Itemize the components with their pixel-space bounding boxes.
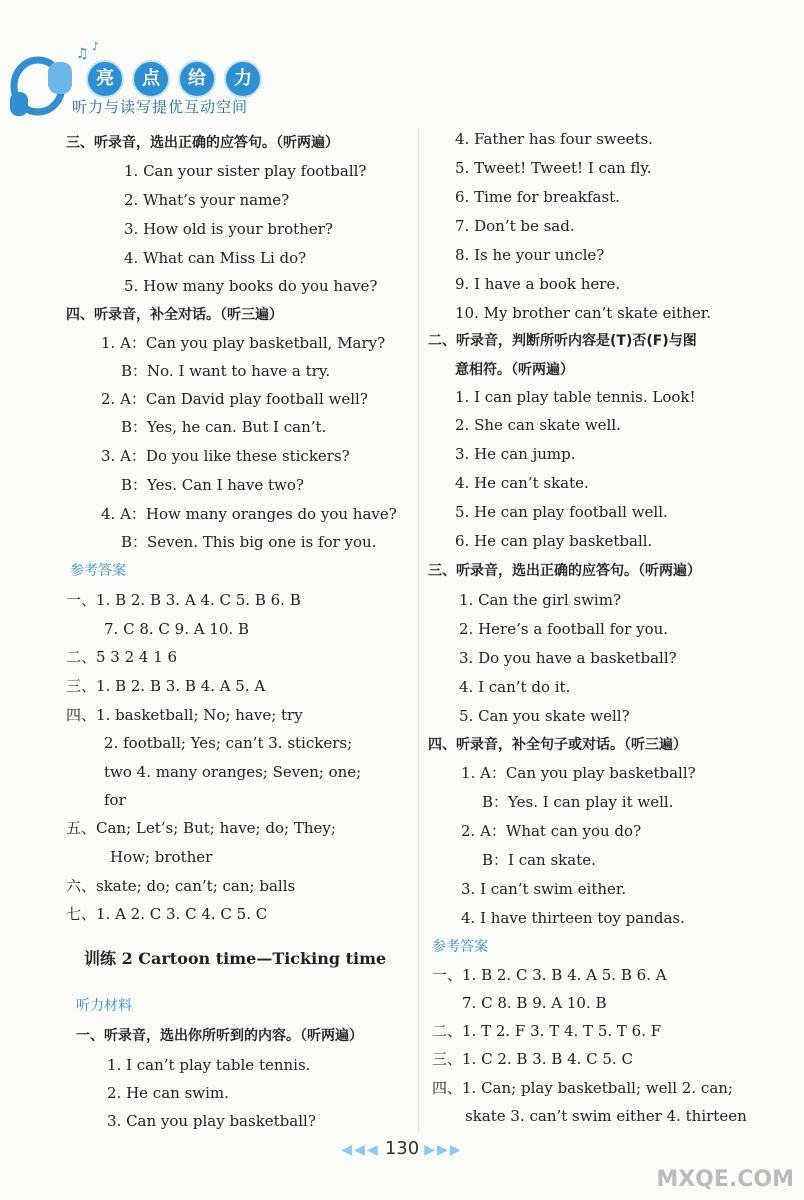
watermark: MXQE.COM <box>656 1167 794 1192</box>
text-line: 七、1. A 2. C 3. C 4. C 5. C <box>66 905 268 923</box>
text-line: 3. Can you play basketball? <box>107 1112 316 1130</box>
section-heading: 四、听录音，补全句子或对话。（听三遍） <box>428 737 687 753</box>
column-divider <box>418 128 419 1133</box>
section-heading: 三、听录音，选出正确的应答句。（听两遍） <box>428 563 701 579</box>
text-line: 5. He can play football well. <box>455 503 668 521</box>
text-line: 4. I have thirteen toy pandas. <box>461 909 685 927</box>
answer-heading: 参考答案 <box>70 563 126 579</box>
text-line: 2. What’s your name? <box>124 191 290 209</box>
right-arrows-icon: ▶▶▶ <box>424 1142 463 1158</box>
section-heading: 意相符。（听两遍） <box>455 362 574 378</box>
text-line: 7. C 8. C 9. A 10. B <box>104 620 249 638</box>
text-line: 6. He can play basketball. <box>455 532 653 550</box>
text-line: 4. He can’t skate. <box>455 474 589 492</box>
text-line: 5. Can you skate well? <box>459 707 630 725</box>
text-line: 3. How old is your brother? <box>124 220 333 238</box>
text-line: 3. He can jump. <box>455 445 576 463</box>
text-line: 二、1. T 2. F 3. T 4. T 5. T 6. F <box>432 1022 662 1040</box>
text-line: 2. She can skate well. <box>455 416 621 434</box>
text-line: 4. Father has four sweets. <box>455 130 653 148</box>
text-line: 1. I can play table tennis. Look! <box>455 388 696 406</box>
text-line: B：Seven. This big one is for you. <box>121 533 377 551</box>
left-arrows-icon: ◀◀◀ <box>341 1142 380 1158</box>
text-line: 9. I have a book here. <box>455 275 621 293</box>
brand-char: 给 <box>178 60 216 98</box>
header-subtitle: 听力与读写提优互动空间 <box>72 98 249 116</box>
text-line: 4. What can Miss Li do? <box>124 249 307 267</box>
text-line: 4. A：How many oranges do you have? <box>101 505 397 523</box>
text-line: 2. A：Can David play football well? <box>101 390 368 408</box>
text-line: for <box>104 791 126 809</box>
text-line: B：Yes. Can I have two? <box>121 476 304 494</box>
brand-char: 力 <box>224 60 262 98</box>
text-line: 1. A：Can you play basketball? <box>461 764 696 782</box>
text-line: 7. Don’t be sad. <box>455 217 575 235</box>
text-line: 五、Can; Let’s; But; have; do; They; <box>66 819 336 837</box>
section-heading: 三、听录音，选出正确的应答句。（听两遍） <box>66 135 339 151</box>
text-line: 1. I can’t play table tennis. <box>107 1056 311 1074</box>
text-line: B：Yes. I can play it well. <box>482 793 674 811</box>
text-line: 1. Can your sister play football? <box>124 162 367 180</box>
section-heading: 四、听录音，补全对话。（听三遍） <box>66 307 283 323</box>
lesson-title: 训练 2 Cartoon time—Ticking time <box>84 949 387 968</box>
text-line: 2. Here’s a football for you. <box>459 620 669 638</box>
text-line: 三、1. C 2. B 3. B 4. C 5. C <box>432 1050 633 1068</box>
text-line: 2. football; Yes; can’t 3. stickers; <box>104 734 353 752</box>
brand-char: 点 <box>132 60 170 98</box>
text-line: 5. Tweet! Tweet! I can fly. <box>455 159 652 177</box>
text-line: 1. A：Can you play basketball, Mary? <box>101 334 386 352</box>
brand-char: 亮 <box>86 60 124 98</box>
answer-heading: 参考答案 <box>432 939 488 955</box>
text-line: B：No. I want to have a try. <box>121 362 331 380</box>
text-line: 2. He can swim. <box>107 1084 229 1102</box>
page-number: 130 <box>384 1138 420 1159</box>
text-line: 5. How many books do you have? <box>124 277 378 295</box>
text-line: 7. C 8. B 9. A 10. B <box>462 994 607 1012</box>
section-heading: 二、听录音，判断所听内容是(T)否(F)与图 <box>428 333 697 349</box>
text-line: 三、1. B 2. B 3. B 4. A 5. A <box>66 677 266 695</box>
text-line: 1. Can the girl swim? <box>459 591 621 609</box>
text-line: 2. A：What can you do? <box>461 822 642 840</box>
text-line: 二、5 3 2 4 1 6 <box>66 648 178 666</box>
answer-heading: 听力材料 <box>76 998 132 1014</box>
text-line: 六、skate; do; can’t; can; balls <box>66 877 296 895</box>
text-line: 四、1. Can; play basketball; well 2. can; <box>432 1079 733 1097</box>
text-line: 10. My brother can’t skate either. <box>455 304 712 322</box>
text-line: 8. Is he your uncle? <box>455 246 605 264</box>
text-line: two 4. many oranges; Seven; one; <box>104 763 362 781</box>
text-line: How; brother <box>110 848 213 866</box>
brand-title <box>86 60 262 96</box>
text-line: 6. Time for breakfast. <box>455 188 620 206</box>
text-line: 一、1. B 2. B 3. A 4. C 5. B 6. B <box>66 591 301 609</box>
text-line: 4. I can’t do it. <box>459 678 571 696</box>
text-line: B：I can skate. <box>482 851 596 869</box>
text-line: skate 3. can’t swim either 4. thirteen <box>465 1107 747 1125</box>
page-footer <box>0 1138 804 1159</box>
text-line: 3. I can’t swim either. <box>461 880 627 898</box>
svg-text:♪: ♪ <box>92 40 100 53</box>
text-line: 3. Do you have a basketball? <box>459 649 677 667</box>
section-heading: 一、听录音，选出你所听到的内容。（听两遍） <box>76 1028 363 1044</box>
text-line: 3. A：Do you like these stickers? <box>101 447 350 465</box>
text-line: 一、1. B 2. C 3. B 4. A 5. B 6. A <box>432 966 667 984</box>
text-line: 四、1. basketball; No; have; try <box>66 706 303 724</box>
svg-text:♫: ♫ <box>76 46 89 62</box>
text-line: B：Yes, he can. But I can’t. <box>121 418 327 436</box>
